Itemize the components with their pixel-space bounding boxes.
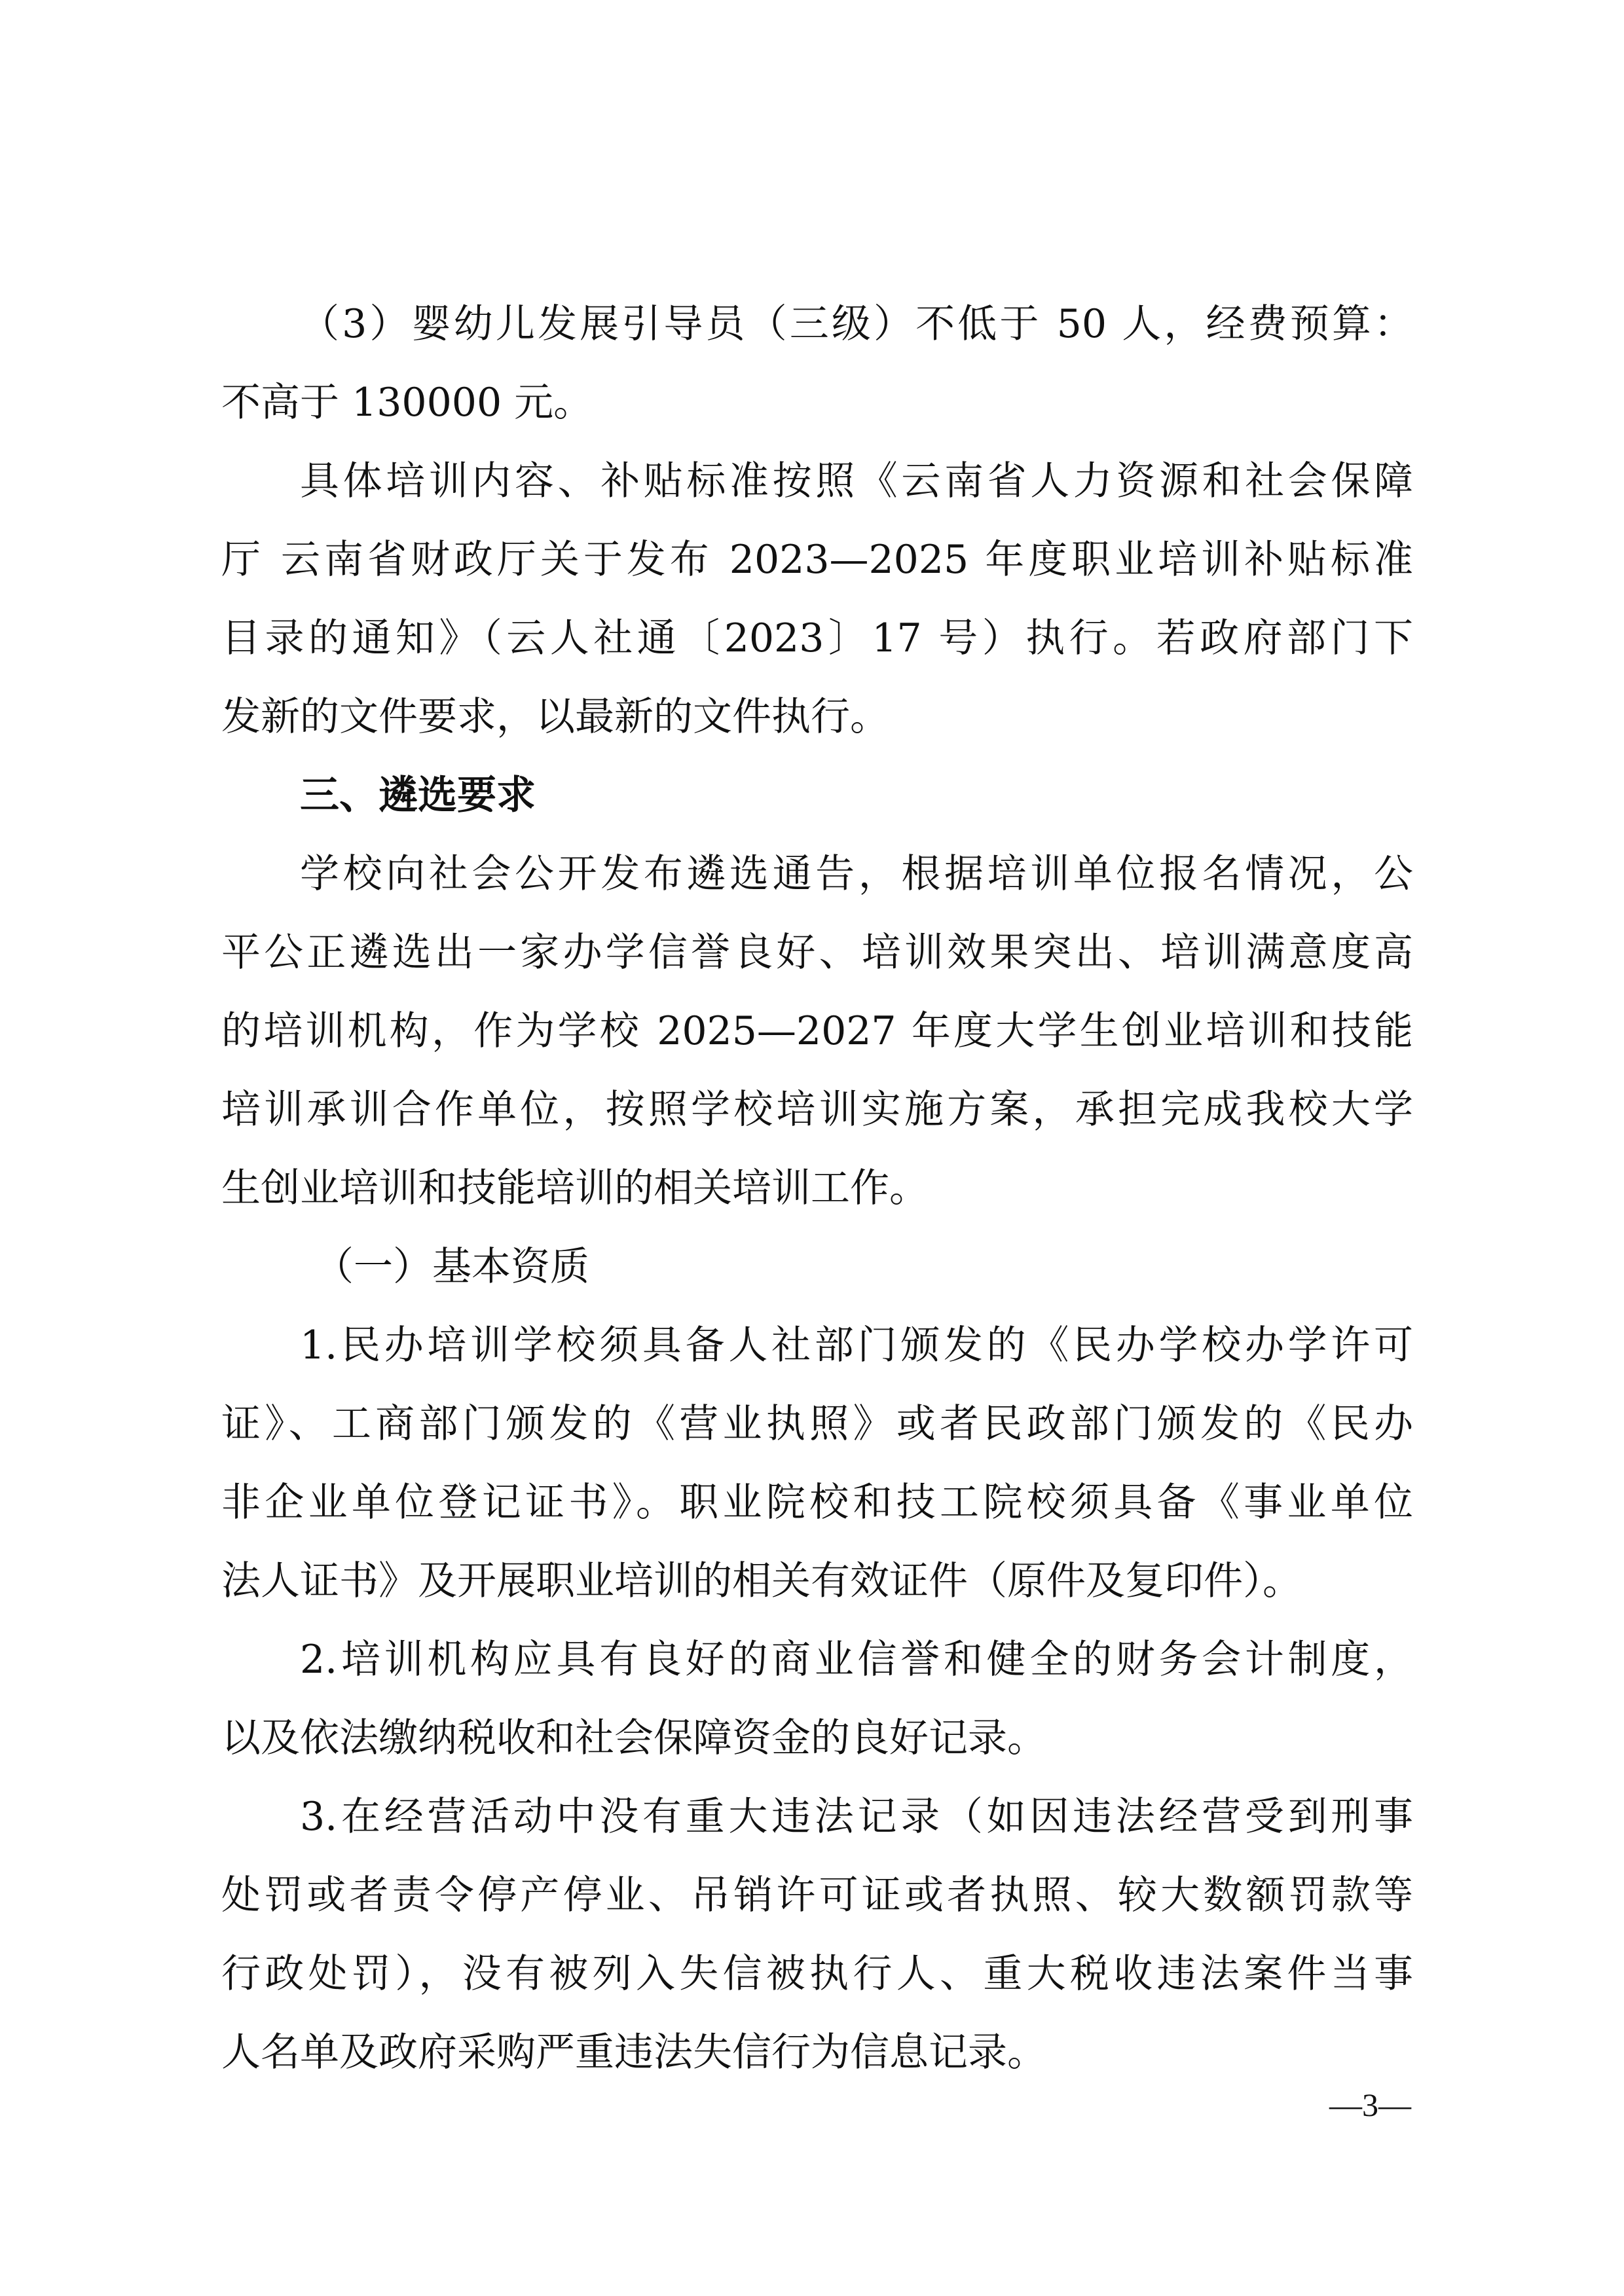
paragraph-line: 目录的通知》（云人社通〔2023〕17 号）执行。若政府部门下 [221, 615, 1413, 661]
paragraph-line: 不高于 130000 元。 [221, 380, 593, 426]
paragraph-line: 厅 云南省财政厅关于发布 2023—2025 年度职业培训补贴标准 [221, 537, 1413, 583]
paragraph-line: 培训承训合作单位，按照学校培训实施方案，承担完成我校大学 [221, 1087, 1413, 1133]
page-number: —3— [1329, 2086, 1411, 2123]
paragraph-line: 证》、工商部门颁发的《营业执照》或者民政部门颁发的《民办 [221, 1401, 1413, 1447]
paragraph-line: （3）婴幼儿发展引导员（三级）不低于 50 人，经费预算： [300, 301, 1413, 347]
paragraph-line: 的培训机构，作为学校 2025—2027 年度大学生创业培训和技能 [221, 1008, 1413, 1054]
subsection-heading: （一）基本资质 [314, 1244, 589, 1290]
paragraph-line: 处罚或者责令停产停业、吊销许可证或者执照、较大数额罚款等 [221, 1872, 1413, 1918]
paragraph-line: 平公正遴选出一家办学信誉良好、培训效果突出、培训满意度高 [221, 930, 1413, 975]
paragraph-line: 以及依法缴纳税收和社会保障资金的良好记录。 [221, 1715, 1046, 1761]
paragraph-line: 生创业培训和技能培训的相关培训工作。 [221, 1165, 929, 1211]
section-heading: 三、遴选要求 [300, 773, 536, 818]
paragraph-line: 学校向社会公开发布遴选通告，根据培训单位报名情况，公 [300, 851, 1413, 897]
paragraph-line: 非企业单位登记证书》。职业院校和技工院校须具备《事业单位 [221, 1480, 1413, 1525]
paragraph-line: 3.在经营活动中没有重大违法记录（如因违法经营受到刑事 [300, 1794, 1413, 1840]
paragraph-line: 2.培训机构应具有良好的商业信誉和健全的财务会计制度， [300, 1637, 1413, 1683]
paragraph-line: 具体培训内容、补贴标准按照《云南省人力资源和社会保障 [300, 458, 1413, 504]
paragraph-line: 发新的文件要求，以最新的文件执行。 [221, 694, 889, 740]
paragraph-line: 人名单及政府采购严重违法失信行为信息记录。 [221, 2030, 1046, 2075]
paragraph-line: 行政处罚），没有被列入失信被执行人、重大税收违法案件当事 [221, 1951, 1413, 1997]
paragraph-line: 法人证书》及开展职业培训的相关有效证件（原件及复印件）。 [221, 1558, 1302, 1604]
paragraph-line: 1.民办培训学校须具备人社部门颁发的《民办学校办学许可 [300, 1322, 1413, 1368]
